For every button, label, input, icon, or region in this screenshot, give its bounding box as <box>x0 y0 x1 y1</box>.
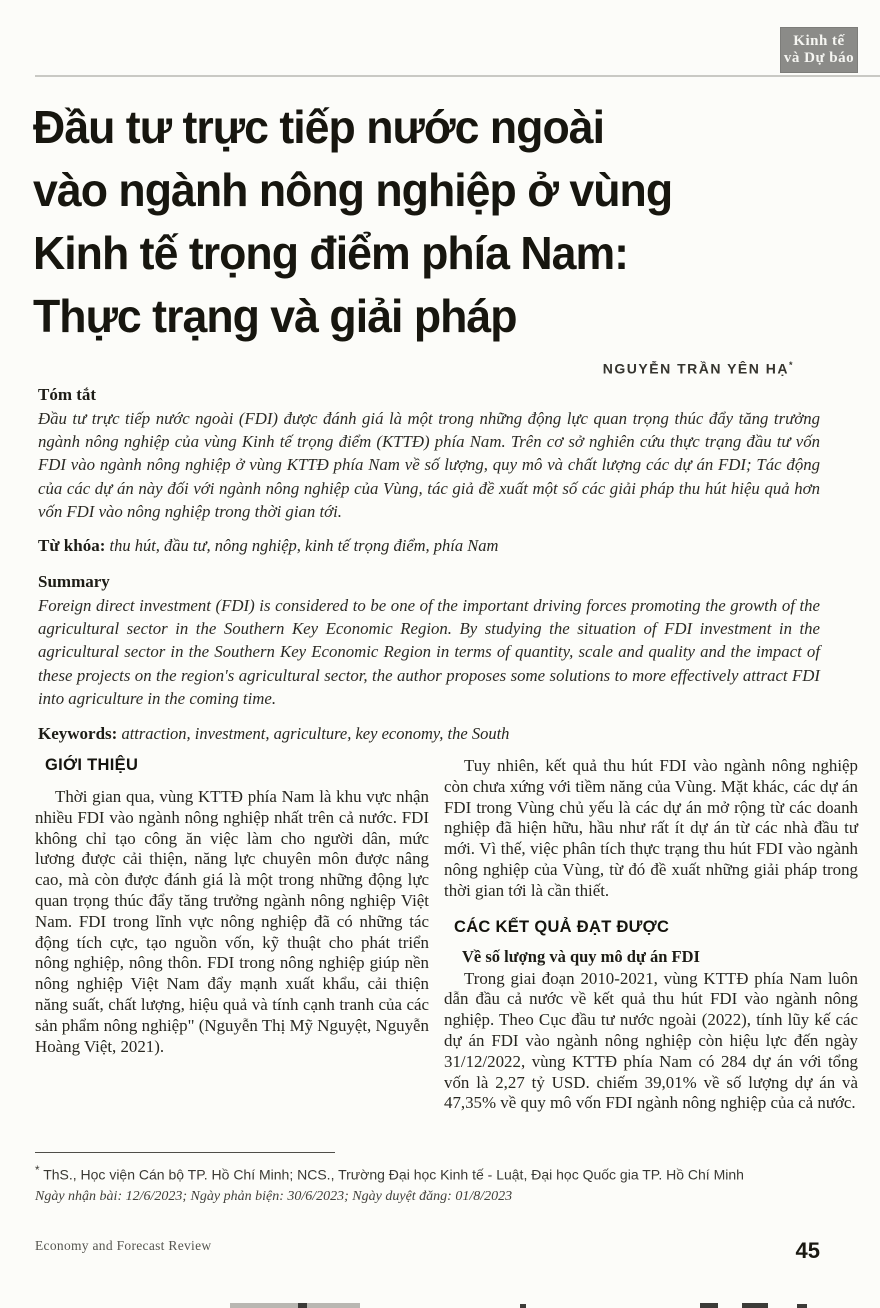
body-columns <box>35 756 858 1114</box>
footnote-marker: * <box>35 1164 40 1177</box>
header-divider <box>35 75 880 77</box>
abstract-vi-label: Tóm tắt <box>38 385 97 404</box>
section-heading-results: CÁC KẾT QUẢ ĐẠT ĐƯỢC <box>454 917 670 936</box>
article-title-line: Đầu tư trực tiếp nước ngoài <box>33 101 605 153</box>
scan-dash <box>700 1303 718 1308</box>
scan-dash <box>742 1303 768 1308</box>
body-column-left <box>35 756 429 1114</box>
scan-dash <box>298 1303 307 1308</box>
footnote-block <box>35 1152 835 1205</box>
footnote-affiliation-text: ThS., Học viện Cán bộ TP. Hồ Chí Minh; NCS., Trường Đại học Kinh tế - Luật, Đại học Quốc gia TP. Hồ Chí Minh <box>43 1166 744 1183</box>
intro-paragraph-2: Tuy nhiên, kết quả thu hút FDI vào ngành nông nghiệp còn chưa xứng với tiềm năng của Vùng. Mặt khác, các dự án FDI trong Vùng chủ yếu là các dự án mở rộng từ các doanh nghiệp đã hiện hữu, hầu như rất ít dự án từ các nhà đầu tư mới. Vì thế, việc phân tích thực trạng thu hút FDI vào ngành nông nghiệp của Vùng, từ đó đề xuất những giải pháp trong thời gian tới là cần thiết. <box>444 756 858 900</box>
keywords-vi-label: Từ khóa: <box>38 536 106 555</box>
results-paragraph-1: Trong giai đoạn 2010-2021, vùng KTTĐ phía Nam luôn dẫn đầu cả nước về kết quả thu hút FDI vào ngành nông nghiệp. Theo Cục đầu tư nước ngoài (2022), tính lũy kế các dự án FDI vào ngành nông nghiệp còn hiệu lực đến ngày 31/12/2022, vùng KTTĐ phía Nam có 284 dự án với tổng vốn là 2,27 tỷ USD. chiếm 39,01% về số lượng dự án và 47,35% về quy mô vốn FDI ngành nông nghiệp của cả nước. <box>444 968 858 1113</box>
scan-dash <box>797 1304 807 1308</box>
footnote-dates: Ngày nhận bài: 12/6/2023; Ngày phản biện: 30/6/2023; Ngày duyệt đăng: 01/8/2023 <box>35 1188 513 1204</box>
section-heading-intro: GIỚI THIỆU <box>45 756 139 774</box>
journal-logo-line2: và Dự báo <box>783 50 855 66</box>
abstract-english <box>38 572 820 710</box>
footnote-affiliation <box>35 1161 795 1185</box>
scan-edge-artifacts <box>0 1300 880 1308</box>
page-footer <box>35 1238 820 1264</box>
abstract-vi-text: Đầu tư trực tiếp nước ngoài (FDI) được đánh giá là một trong những động lực quan trọng thúc đẩy tăng trưởng ngành nông nghiệp của vùng Kinh tế trọng điểm (KTTĐ) phía Nam. Trên cơ sở nghiên cứu thực trạng đầu tư vốn FDI vào ngành nông nghiệp ở vùng KTTĐ phía Nam về số lượng, quy mô và chất lượng các dự án FDI; Tác động của các dự án này đối với ngành nông nghiệp của Vùng, tác giả đề xuất một số các giải pháp thu hút hiệu quả hơn vốn FDI vào nông nghiệp trong thời gian tới. <box>38 409 820 521</box>
footnote-divider <box>35 1152 335 1153</box>
abstract-en-label: Summary <box>38 572 110 591</box>
journal-logo-line1: Kinh tế <box>793 33 845 49</box>
scan-smudge <box>230 1303 360 1308</box>
body-column-right <box>444 756 858 1114</box>
article-title-line: Thực trạng và giải pháp <box>33 290 517 342</box>
journal-name: Economy and Forecast Review <box>35 1238 212 1253</box>
page-number: 45 <box>795 1238 820 1263</box>
scan-dash <box>520 1304 526 1308</box>
keywords-en-label: Keywords: <box>38 724 118 743</box>
abstract-en-text: Foreign direct investment (FDI) is considered to be one of the important driving forces promoting the growth of the agricultural sector in the Southern Key Economic Region. By studying the situation of FDI investment in the agricultural sector in the Southern Key Economic Region in terms of quantity, scale and quality and the impact of these projects on the region's agricultural sector, the author proposes some solutions to more effectively attract FDI into agriculture in the coming time. <box>38 596 820 708</box>
intro-paragraph-1: Thời gian qua, vùng KTTĐ phía Nam là khu vực nhận nhiều FDI vào ngành nông nghiệp nhất trên cả nước. FDI không chỉ tạo công ăn việc làm cho người dân, mức lương được cải thiện, năng lực chuyên môn được nâng cao, mà còn được đánh giá là một trong những động lực quan trọng thúc đẩy tăng trưởng ngành nông nghiệp Việt Nam. FDI trong lĩnh vực nông nghiệp đã có những tác động tích cực, tạo nguồn vốn, kỹ thuật cho phát triển nông nghiệp, nông thôn. FDI trong nông nghiệp giúp nền nông nghiệp Việt Nam đẩy mạnh xuất khẩu, cải thiện năng suất, chất lượng, hiệu quả và tính cạnh tranh của các sản phẩm nông nghiệp" (Nguyễn Thị Mỹ Nguyệt, Nguyễn Hoàng Việt, 2021). <box>35 787 429 1056</box>
keywords-vietnamese <box>38 536 820 556</box>
article-title-line: Kinh tế trọng điểm phía Nam: <box>33 227 629 279</box>
article-title <box>33 96 840 348</box>
keywords-en-text: attraction, investment, agriculture, key economy, the South <box>121 724 510 743</box>
author-name: NGUYỄN TRẦN YÊN HẠ <box>602 360 789 377</box>
journal-logo <box>780 27 858 73</box>
subsection-heading-fdi-scale: Về số lượng và quy mô dự án FDI <box>462 946 700 966</box>
keywords-english <box>38 724 820 744</box>
article-title-line: vào ngành nông nghiệp ở vùng <box>33 164 673 216</box>
author-footnote-marker: * <box>788 360 794 370</box>
author-byline <box>35 360 794 377</box>
abstract-vietnamese <box>38 385 820 523</box>
keywords-vi-text: thu hút, đầu tư, nông nghiệp, kinh tế trọng điểm, phía Nam <box>109 536 499 555</box>
